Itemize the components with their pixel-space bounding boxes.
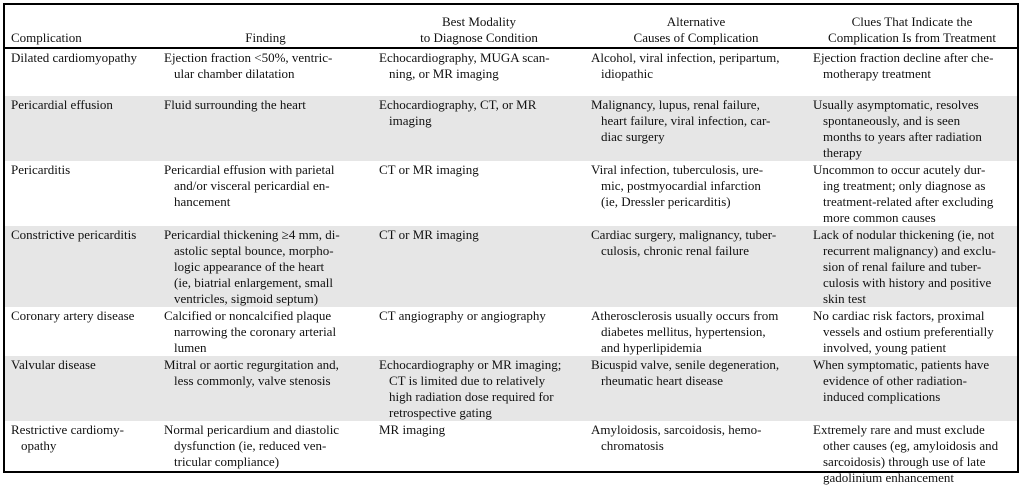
cell-causes: Malignancy, lupus, renal failure, heart failure, viral infection, car- diac surgery [591,97,771,144]
cell-modality: Echocardiography, MUGA scan- ning, or MR imaging [379,50,550,81]
table-row-dilated-cardiomyopathy [5,49,1017,96]
header-modality [373,5,585,47]
header-clues [807,5,1017,47]
table-header [5,5,1017,49]
header-text: Alternative Causes of Complication [633,14,759,45]
cell-finding: Ejection fraction <50%, ventric- ular chamber dilatation [164,50,333,81]
table-row-coronary-artery-disease [5,307,1017,356]
cell-modality: Echocardiography, CT, or MR imaging [379,97,537,128]
cell-modality: Echocardiography or MR imaging; CT is limited due to relatively high radiation dose required for retrospective gating [379,357,562,420]
cell-complication: Pericardial effusion [11,97,113,112]
cell-clues: Uncommon to occur acutely dur- ing treatment; only diagnose as treatment-related after excluding more common causes [813,162,994,225]
header-causes [585,5,807,47]
table-row-pericarditis [5,161,1017,226]
complications-table [3,3,1019,485]
cell-complication: Restrictive cardiomy- opathy [11,422,124,453]
cell-causes: Amyloidosis, sarcoidosis, hemo- chromatosis [591,422,762,453]
cell-clues: Ejection fraction decline after che- motherapy treatment [813,50,994,81]
table-row-restrictive-cardiomyopathy [5,421,1017,487]
cell-causes: Alcohol, viral infection, peripartum, idiopathic [591,50,780,81]
cell-modality: CT angiography or angiography [379,308,546,323]
cell-clues: When symptomatic, patients have evidence of other radiation- induced complications [813,357,990,404]
cell-finding: Normal pericardium and diastolic dysfunction (ie, reduced ven- tricular compliance) [164,422,340,469]
cell-clues: Usually asymptomatic, resolves spontaneously, and is seen months to years after radiation therapy [813,97,982,160]
header-text: Best Modality to Diagnose Condition [420,14,538,45]
header-text: Complication [11,30,82,45]
cell-clues: No cardiac risk factors, proximal vessels and ostium preferentially involved, young patient [813,308,994,355]
cell-modality: CT or MR imaging [379,162,479,177]
cell-clues: Lack of nodular thickening (ie, not recurrent malignancy) and exclu- sion of renal failure and tuber- culosis with history and positive skin test [813,227,996,306]
cell-clues: Extremely rare and must exclude other causes (eg, amyloidosis and sarcoidosis) through use of late gadolinium enhancement [813,422,999,485]
cell-causes: Cardiac surgery, malignancy, tuber- culosis, chronic renal failure [591,227,777,258]
cell-causes: Atherosclerosis usually occurs from diabetes mellitus, hypertension, and hyperlipidemia [591,308,779,355]
cell-finding: Mitral or aortic regurgitation and, less commonly, valve stenosis [164,357,339,388]
cell-complication: Pericarditis [11,162,71,177]
header-text: Finding [245,30,286,45]
cell-complication: Valvular disease [11,357,96,372]
cell-finding: Calcified or noncalcified plaque narrowing the coronary arterial lumen [164,308,337,355]
cell-causes: Viral infection, tuberculosis, ure- mic, postmyocardial infarction (ie, Dressler pericarditis) [591,162,764,209]
cell-complication: Dilated cardiomyopathy [11,50,137,65]
cell-finding: Pericardial thickening ≥4 mm, di- astolic septal bounce, morpho- logic appearance of the heart (ie, biatrial enlargement, small ventricles, sigmoid septum) [164,227,340,306]
cell-modality: CT or MR imaging [379,227,479,242]
table-row-pericardial-effusion [5,96,1017,161]
cell-complication: Constrictive pericarditis [11,227,137,242]
cell-finding: Pericardial effusion with parietal and/or visceral pericardial en- hancement [164,162,335,209]
header-finding [158,5,373,47]
header-complication [5,5,158,47]
header-text: Clues That Indicate the Complication Is from Treatment [828,14,996,45]
table-row-valvular-disease [5,356,1017,421]
cell-complication: Coronary artery disease [11,308,135,323]
cell-finding: Fluid surrounding the heart [164,97,306,112]
cell-causes: Bicuspid valve, senile degeneration, rheumatic heart disease [591,357,780,388]
table-row-constrictive-pericarditis [5,226,1017,307]
cell-modality: MR imaging [379,422,446,437]
